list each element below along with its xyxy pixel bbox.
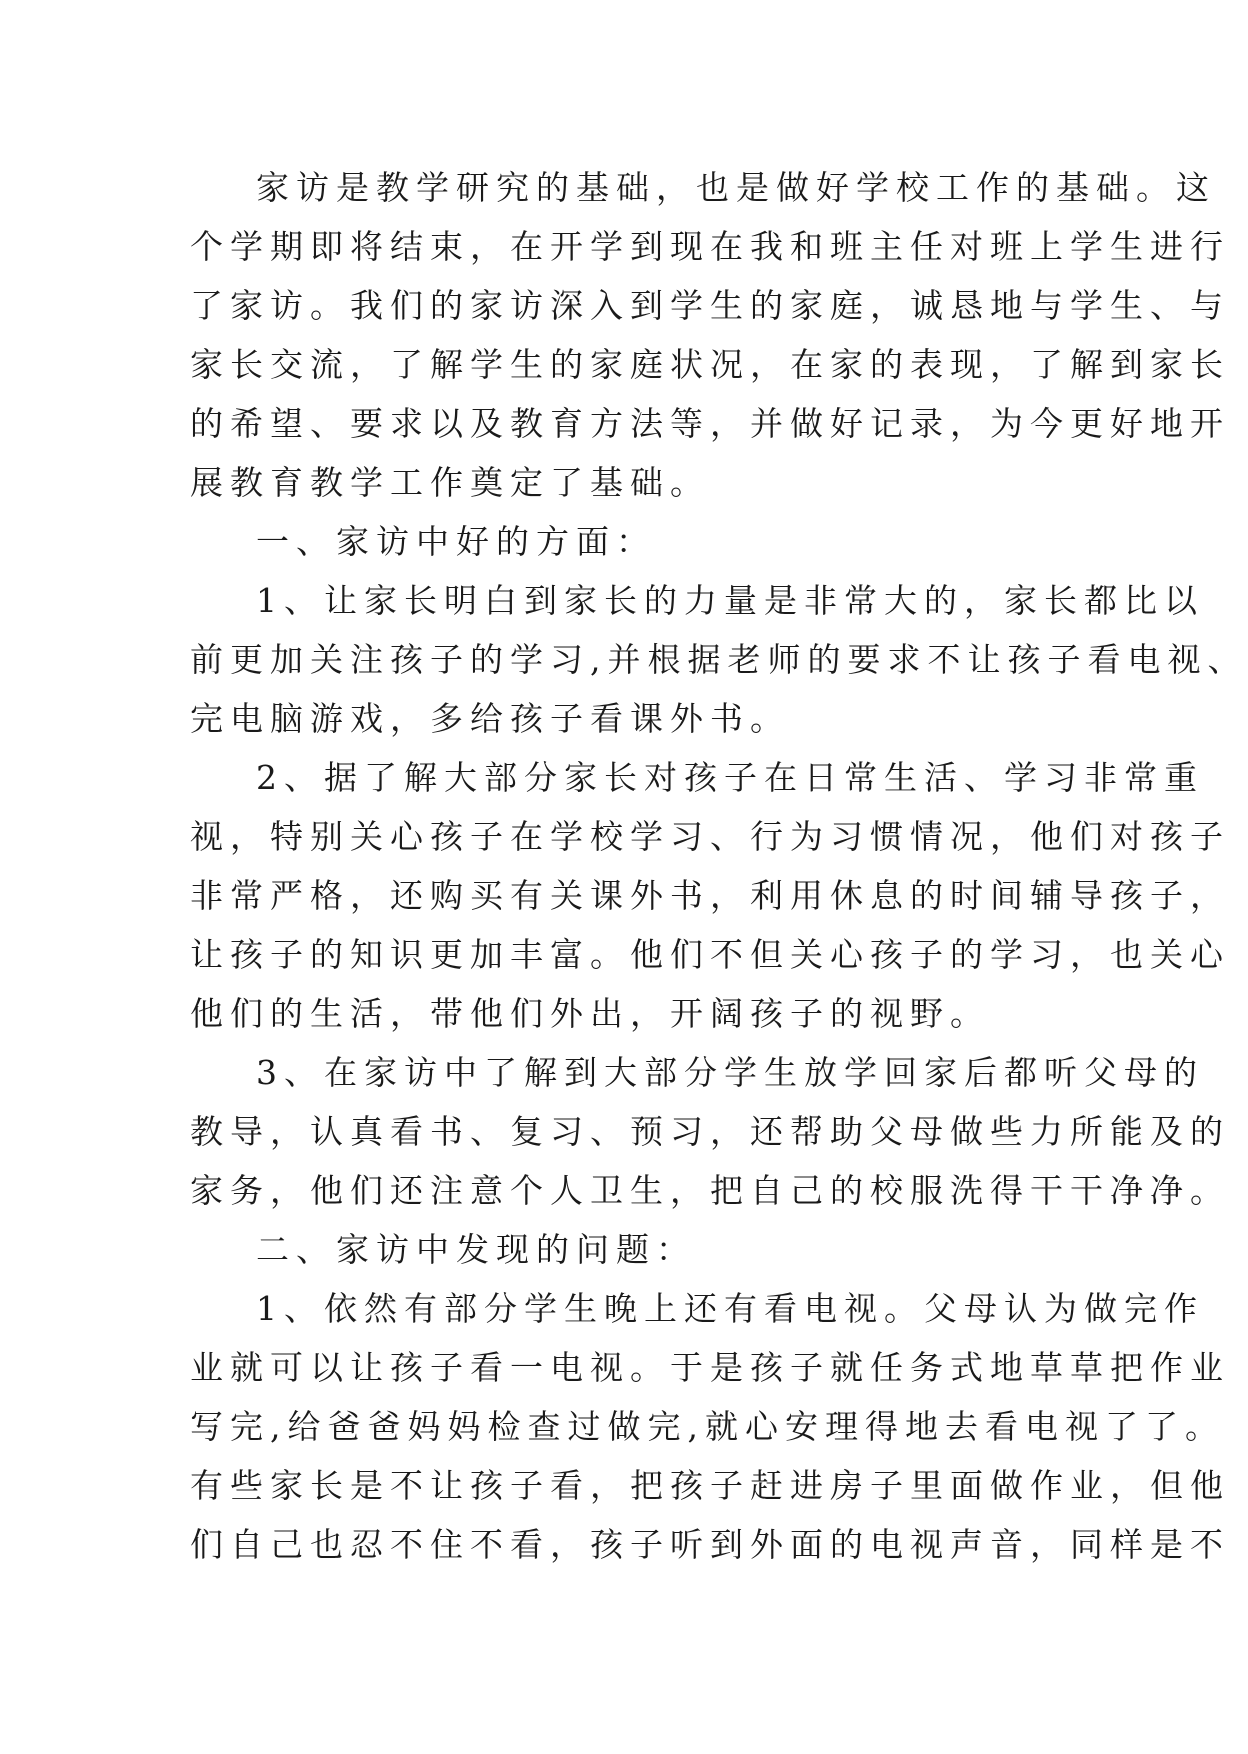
paragraph-line: 家长交流，了解学生的家庭状况，在家的表现，了解到家长 (190, 345, 1230, 384)
paragraph-line: 视，特别关心孩子在学校学习、行为习惯情况，他们对孩子 (190, 817, 1230, 856)
paragraph-line: 前更加关注孩子的学习,并根据老师的要求不让孩子看电视、 (190, 640, 1248, 679)
paragraph-line: 们自己也忍不住不看，孩子听到外面的电视声音，同样是不 (190, 1525, 1230, 1564)
paragraph-line: 2、据了解大部分家长对孩子在日常生活、学习非常重 (256, 758, 1204, 797)
paragraph-line: 展教育教学工作奠定了基础。 (190, 463, 710, 502)
paragraph-line: 3、在家访中了解到大部分学生放学回家后都听父母的 (256, 1053, 1204, 1092)
document-body (190, 158, 1248, 1574)
paragraph-line: 1、依然有部分学生晚上还有看电视。父母认为做完作 (256, 1289, 1204, 1328)
paragraph-line: 的希望、要求以及教育方法等，并做好记录，为今更好地开 (190, 404, 1230, 443)
paragraph-line: 非常严格，还购买有关课外书，利用休息的时间辅导孩子， (190, 876, 1230, 915)
paragraph-line: 写完,给爸爸妈妈检查过做完,就心安理得地去看电视了了。 (190, 1407, 1225, 1446)
paragraph-line: 有些家长是不让孩子看，把孩子赶进房子里面做作业，但他 (190, 1466, 1230, 1505)
paragraph-line: 教导，认真看书、复习、预习，还帮助父母做些力所能及的 (190, 1112, 1230, 1151)
paragraph-line: 个学期即将结束，在开学到现在我和班主任对班上学生进行 (190, 227, 1230, 266)
section-heading: 二、家访中发现的问题： (256, 1230, 696, 1269)
paragraph-line: 他们的生活，带他们外出，开阔孩子的视野。 (190, 994, 990, 1033)
paragraph-line: 家务，他们还注意个人卫生，把自己的校服洗得干干净净。 (190, 1171, 1230, 1210)
paragraph-line: 让孩子的知识更加丰富。他们不但关心孩子的学习，也关心 (190, 935, 1230, 974)
section-heading: 一、家访中好的方面： (256, 522, 656, 561)
paragraph-line: 1、让家长明白到家长的力量是非常大的，家长都比以 (256, 581, 1204, 620)
paragraph-line: 了家访。我们的家访深入到学生的家庭，诚恳地与学生、与 (190, 286, 1230, 325)
paragraph-line: 业就可以让孩子看一电视。于是孩子就任务式地草草把作业 (190, 1348, 1230, 1387)
paragraph-line: 家访是教学研究的基础，也是做好学校工作的基础。这 (256, 168, 1216, 207)
paragraph-line: 完电脑游戏，多给孩子看课外书。 (190, 699, 790, 738)
